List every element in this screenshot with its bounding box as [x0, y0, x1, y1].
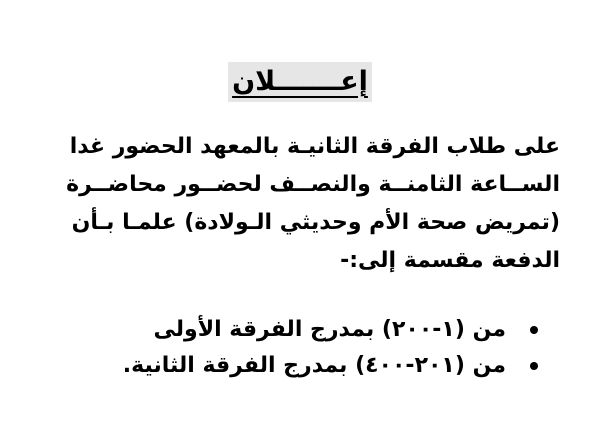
bullet-dot-icon — [530, 362, 538, 370]
list-item-text: من (١-٢٠٠) بمدرج الفرقة الأولى — [153, 317, 506, 342]
body-line-4: الدفعة مقسمة إلى:- — [340, 248, 560, 273]
body-line-2: الســاعة الثامنــة والنصــف لحضــور محاضــرة — [66, 172, 560, 197]
bullet-dot-icon — [530, 326, 538, 334]
announcement-body — [36, 128, 560, 280]
list-item-text: من (٢٠١-٤٠٠) بمدرج الفرقة الثانية. — [122, 353, 506, 378]
list-item — [123, 348, 538, 384]
title-container — [0, 62, 600, 102]
list-item — [123, 312, 538, 348]
body-line-3: (تمريض صحة الأم وحديثي الـولادة) علمـا بـأن — [71, 210, 560, 235]
group-list — [123, 312, 538, 384]
announcement-title: إعـــــــلان — [228, 62, 372, 102]
body-line-1: على طلاب الفرقة الثانيـة بالمعهد الحضور غدا — [69, 134, 560, 159]
